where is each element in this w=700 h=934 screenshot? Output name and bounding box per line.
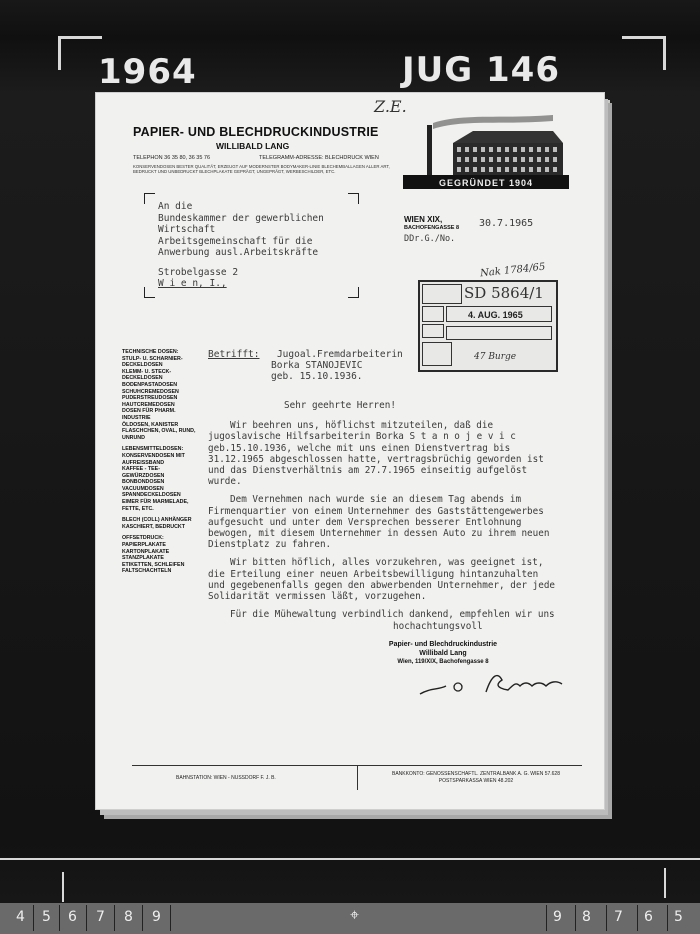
- address-line: Anwerbung ausl.Arbeitskräfte: [158, 247, 319, 258]
- footer-bank-line: POSTSPARKASSA WIEN 48.202: [438, 778, 514, 784]
- edge-tick: [59, 905, 60, 931]
- stamp-handwritten-bottom: 47 Burge: [474, 352, 517, 362]
- company-owner: WILLIBALD LANG: [216, 141, 290, 151]
- sidebar-item: KLEMM- U. STECK-DECKELDOSEN: [122, 368, 172, 382]
- address-line: An die: [158, 201, 193, 212]
- edge-number: 5: [674, 909, 683, 925]
- sidebar-item: STANZPLAKATE: [122, 555, 164, 562]
- edge-number: 5: [42, 909, 51, 925]
- stamp-cell: [422, 306, 444, 322]
- sidebar-item: ETIKETTEN, SCHLEIFEN: [122, 561, 185, 568]
- address-line: Bundeskammer der gewerblichen: [158, 212, 324, 224]
- address-line: W i e n, I.,: [158, 278, 227, 289]
- letter-body: [208, 400, 558, 627]
- sidebar-item: KONSERVENDOSEN MIT AUFREISSBAND: [122, 452, 185, 466]
- product-sidebar: [122, 349, 202, 575]
- frame-mark: [62, 872, 64, 902]
- sidebar-item: BONBONDOSEN: [122, 479, 165, 486]
- stamp-cell: [422, 342, 452, 366]
- edge-number: 7: [614, 909, 623, 925]
- frame-mark: [622, 36, 666, 39]
- sidebar-item: KAFFEE - TEE-: [122, 466, 160, 473]
- sidebar-group: [122, 535, 202, 575]
- film-label-year: 1964: [98, 52, 197, 92]
- sidebar-item: GEWÜRZDOSEN: [122, 472, 165, 479]
- address-line: Arbeitsgemeinschaft für die: [158, 235, 313, 247]
- footer-divider: [357, 766, 358, 790]
- letter-date: 30.7.1965: [479, 218, 534, 229]
- signature-line: Wien, 119/XIX, Bachofengasse 8: [397, 659, 489, 665]
- subject-line: geb. 15.10.1936.: [271, 371, 363, 382]
- sidebar-item: FALTSCHACHTELN: [122, 568, 172, 575]
- edge-number: 8: [124, 909, 133, 925]
- edge-tick: [170, 905, 171, 931]
- body-paragraph: Für die Mühewaltung verbindlich dankend, empfehlen wir uns: [230, 609, 555, 621]
- sidebar-item: BODENPASTADOSEN: [122, 381, 178, 388]
- telegram-address: TELEGRAMM-ADRESSE: BLECHDRUCK WIEN: [259, 155, 379, 161]
- reference: DDr.G./No.: [404, 234, 456, 244]
- frame-mark: [663, 36, 666, 70]
- received-stamp: [418, 280, 558, 372]
- founded-banner: GEGRÜNDET 1904: [403, 177, 569, 189]
- edge-number: 9: [152, 909, 161, 925]
- letterhead-products: KONSERVENDOSEN BESTER QUALITÄT, ERZEUGT AUF MODERNSTER BODYMAKER-LINIE BLECHEMBALLAGEN ALLER ART, BEDRUCKT UND UNBEDRUCKT BLECHPLAKATE GEPRÄGT, UNGEPRÄGT, WERBESCHILDER, ETC.: [133, 164, 390, 175]
- crosshair-icon: ⌖: [350, 907, 360, 924]
- address-line: Wirtschaft: [158, 224, 216, 235]
- stamp-received-date: 4. AUG. 1965: [468, 310, 523, 320]
- subject-line: Borka STANOJEVIC: [271, 360, 363, 371]
- frame-mark: [0, 858, 700, 860]
- footer-station: BAHNSTATION: WIEN - NUSSDORF F. J. B.: [176, 775, 276, 781]
- stamp-number: SD 5864/1: [464, 284, 544, 302]
- edge-tick: [667, 905, 668, 931]
- sidebar-item: EIMER FÜR MARMELADE, FETTE, ETC.: [122, 499, 189, 512]
- address-line: Strobelgasse 2: [158, 266, 239, 278]
- window-bracket: [144, 287, 155, 298]
- sidebar-item: ÖLDOSEN, KANISTER: [122, 421, 179, 428]
- signature-company: [378, 640, 508, 667]
- sidebar-item: PUDERSTREUDOSEN: [122, 395, 178, 402]
- company-name: PAPIER- UND BLECHDRUCKINDUSTRIE: [133, 125, 379, 139]
- edge-tick: [606, 905, 607, 931]
- body-paragraph: Dem Vernehmen nach wurde sie an diesem Tag abends im Firmenquartier von einem Unternehmer des Gaststättengewerbes aufgesucht und unter dem Versprechen besserer Entlohnung bewogen, mit diesem Unternehmer in dessen Auto zu ihrem neuen Dienstplatz zu fahren.: [208, 494, 550, 551]
- sidebar-item: HAUTCREMEDOSEN: [122, 401, 175, 408]
- closing: hochachtungsvoll: [393, 621, 483, 632]
- sidebar-group-head: TECHNISCHE DOSEN:: [122, 349, 179, 355]
- telephone: TELEPHON 36 35 80, 36 35 76: [133, 155, 211, 161]
- sidebar-item: KARTONPLAKATE: [122, 548, 170, 555]
- edge-number: 6: [644, 909, 653, 925]
- sidebar-item: SPANNDECKELDOSEN: [122, 492, 181, 499]
- sidebar-group: [122, 517, 202, 530]
- address-line: [158, 259, 324, 267]
- edge-tick: [114, 905, 115, 931]
- letter-page: [96, 93, 604, 809]
- signature-line: Willibald Lang: [419, 650, 467, 657]
- edge-tick: [142, 905, 143, 931]
- edge-tick: [637, 905, 638, 931]
- sidebar-group: [122, 446, 202, 512]
- edge-number: 4: [16, 909, 25, 925]
- subject-block: [208, 349, 403, 382]
- telephone-line: [133, 155, 379, 161]
- subject-label: Betrifft:: [208, 349, 260, 360]
- footer-bank-line: BANKKONTO: GENOSSENSCHAFTL. ZENTRALBANK A. G. WIEN 57.628: [391, 771, 560, 777]
- sidebar-item: STULP- U. SCHARNIER-DECKELDOSEN: [122, 355, 183, 369]
- signature-line: Papier- und Blechdruckindustrie: [388, 641, 498, 648]
- edge-number: 7: [96, 909, 105, 925]
- edge-number: 6: [68, 909, 77, 925]
- handwritten-signature: [416, 670, 566, 700]
- frame-mark: [664, 868, 666, 898]
- window-bracket: [144, 193, 155, 204]
- sidebar-item: DOSEN FÜR PHARM. INDUSTRIE: [122, 408, 176, 421]
- edge-tick: [33, 905, 34, 931]
- sender-city: WIEN XIX,: [404, 215, 443, 224]
- edge-tick: [86, 905, 87, 931]
- edge-number: 8: [582, 909, 591, 925]
- window-bracket: [348, 193, 359, 204]
- edge-tick: [575, 905, 576, 931]
- salutation: Sehr geehrte Herren!: [284, 400, 396, 411]
- body-paragraph: Wir beehren uns, höflichst mitzuteilen, daß die jugoslavische Hilfsarbeiterin Borka S t a n o j e v i c geb.15.10.1936, welche mit uns einen Dienstvertrag bis 31.12.1965 abgeschlossen hatte, vertragsbrüchig geworden ist und das Dienstverhältnis am 27.7.1965 einseitig aufgelöst wurde.: [208, 420, 544, 488]
- footer-bank: [376, 771, 576, 785]
- sidebar-group-head: LEBENSMITTELDOSEN:: [122, 446, 184, 453]
- sidebar-item: PAPIERPLAKATE: [122, 542, 166, 549]
- subject-line: Jugoal.Fremdarbeiterin: [276, 349, 403, 360]
- body-paragraph: Wir bitten höflich, alles vorzukehren, was geeignet ist, die Erteilung einer neuen Arbeitsbewilligung hintanzuhalten und gegebenenfalls gegen den abwerbenden Unternehmer, der jede Solidarität vermissen läßt, vorzugehen.: [208, 557, 556, 603]
- sidebar-item: FLASCHCHEN, OVAL, RUND, UNRUND: [122, 428, 196, 441]
- frame-mark: [58, 36, 61, 70]
- stamp-cell: [422, 284, 462, 304]
- sidebar-group-head: BLECH (COLL) ANHÄNGER: [122, 517, 192, 524]
- sender-place: [404, 216, 459, 232]
- sidebar-group-head: OFFSETDRUCK:: [122, 535, 164, 542]
- stamp-cell: [446, 326, 552, 340]
- film-label-code: JUG 146: [402, 50, 560, 90]
- sidebar-group: [122, 349, 202, 441]
- stamp-cell: [422, 324, 444, 338]
- edge-number: 9: [553, 909, 562, 925]
- edge-tick: [546, 905, 547, 931]
- recipient-address: [158, 201, 324, 290]
- sidebar-item: VACUUMDOSEN: [122, 485, 164, 492]
- sender-street: BACHOFENGASSE 8: [404, 225, 460, 231]
- handwritten-note: Z.E.: [374, 97, 407, 116]
- stamp-handwritten-top: Nak 1784/65: [479, 261, 546, 280]
- sidebar-item: KASCHIERT, BEDRUCKT: [122, 523, 185, 530]
- frame-mark: [58, 36, 102, 39]
- sidebar-item: SCHUHCREMEDOSEN: [122, 388, 179, 395]
- window-bracket: [348, 287, 359, 298]
